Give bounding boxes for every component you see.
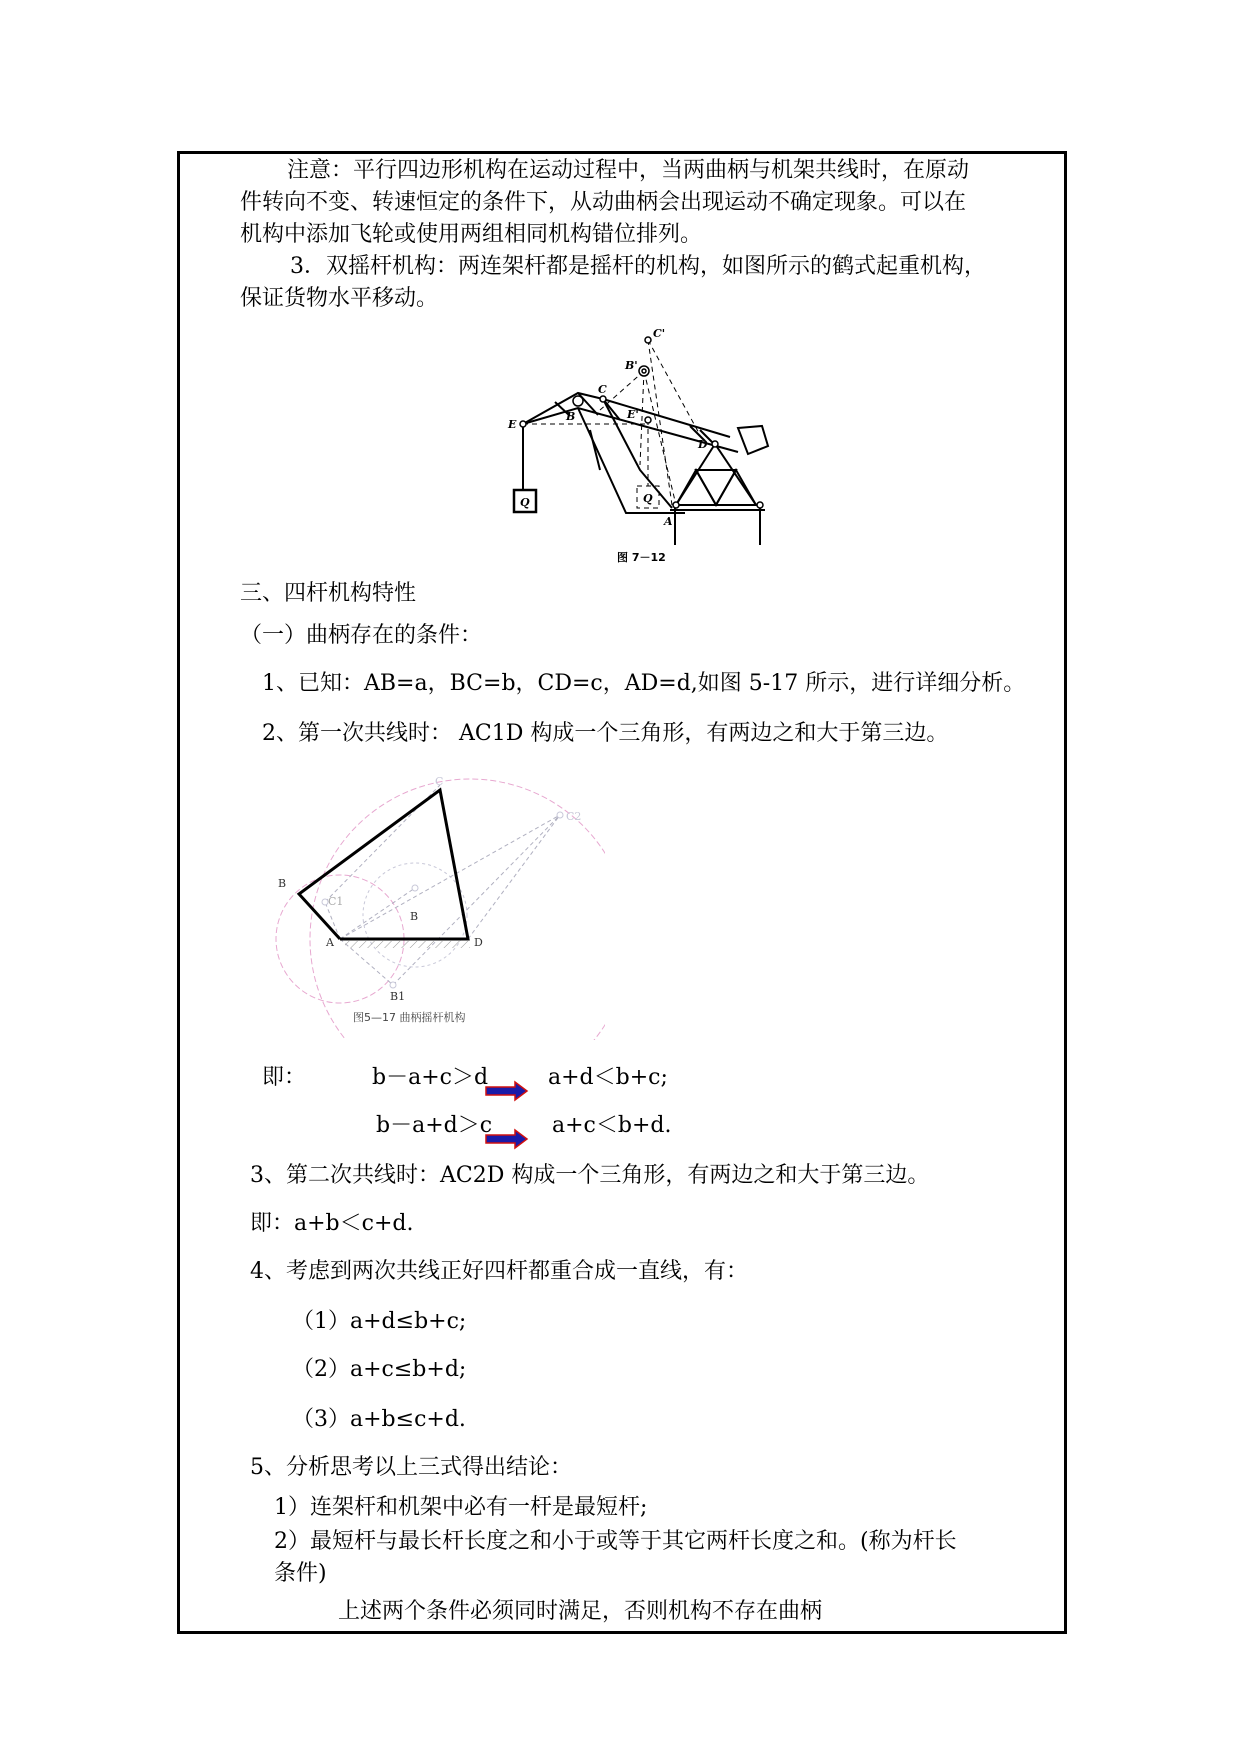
crane-label-b-prime: B' — [625, 359, 638, 372]
rocker-line-1: 3．双摇杆机构：两连架杆都是摇杆的机构，如图所示的鹤式起重机构， — [290, 254, 986, 279]
crane-mechanism-figure — [500, 325, 790, 570]
conclusion-1: 1）连架杆和机架中必有一杆是最短杆; — [274, 1495, 648, 1520]
crane-label-c: C — [598, 383, 607, 396]
crank-label-b: B — [278, 877, 287, 890]
crane-label-e: E — [508, 418, 517, 431]
crane-label-q-left: Q — [520, 496, 530, 509]
item-5: 5、分析思考以上三式得出结论： — [250, 1455, 572, 1480]
crank-label-d: D — [474, 936, 483, 949]
inequality-1-right: a+d＜b+c; — [548, 1065, 668, 1090]
ji-label-1: 即： — [262, 1065, 307, 1090]
inequality-2-right: a+c＜b+d. — [552, 1113, 672, 1138]
inequality-1-left: b－a+c＞d — [372, 1065, 489, 1090]
conclusion-2-line-2: 条件) — [274, 1561, 327, 1586]
inequality-2-left: b－a+d＞c — [376, 1113, 493, 1138]
condition-3: （3）a+b≤c+d. — [292, 1407, 466, 1432]
crane-label-e-prime: E' — [627, 408, 639, 421]
condition-1: （1）a+d≤b+c; — [292, 1309, 467, 1334]
crank-label-c: C — [435, 775, 444, 788]
crank-label-a: A — [326, 936, 334, 949]
condition-2: （2）a+c≤b+d; — [292, 1357, 467, 1382]
item-3-result: 即：a+b＜c+d. — [250, 1211, 414, 1236]
rocker-line-2: 保证货物水平移动。 — [240, 286, 439, 311]
crane-label-b: B — [566, 410, 576, 423]
item-1: 1、已知：AB=a，BC=b，CD=c，AD=d,如图 5-17 所示，进行详细分析。 — [262, 671, 1026, 696]
conclusion-2-line-1: 2）最短杆与最长杆长度之和小于或等于其它两杆长度之和。(称为杆长 — [274, 1529, 957, 1554]
crane-label-c-prime: C' — [653, 327, 666, 340]
crank-label-c2: C2 — [566, 810, 582, 823]
note-line-1: 注意：平行四边形机构在运动过程中，当两曲柄与机架共线时，在原动 — [287, 158, 970, 183]
implies-arrow-2 — [485, 1128, 529, 1150]
note-line-2: 件转向不变、转速恒定的条件下，从动曲柄会出现运动不确定现象。可以在 — [240, 190, 967, 215]
subsection-title: （一）曲柄存在的条件： — [240, 623, 483, 648]
final-note: 上述两个条件必须同时满足，否则机构不存在曲柄 — [338, 1599, 823, 1624]
note-line-3: 机构中添加飞轮或使用两组相同机构错位排列。 — [240, 222, 703, 247]
crane-label-q-right: Q — [643, 492, 653, 505]
crank-rocker-figure — [265, 770, 605, 1040]
crane-figure-caption: 图 7－12 — [617, 551, 666, 564]
item-2: 2、第一次共线时： AC1D 构成一个三角形，有两边之和大于第三边。 — [262, 721, 949, 746]
crane-label-d: D — [698, 438, 708, 451]
crank-label-b1: B1 — [390, 990, 406, 1003]
crane-label-a: A — [664, 515, 673, 528]
implies-arrow-1 — [485, 1080, 529, 1102]
section-title: 三、四杆机构特性 — [240, 581, 417, 606]
crank-label-c1: C1 — [328, 895, 344, 908]
crank-figure-caption: 图5—17 曲柄摇杆机构 — [353, 1011, 466, 1024]
item-4: 4、考虑到两次共线正好四杆都重合成一直线，有： — [250, 1259, 748, 1284]
crank-label-b-inner: B — [410, 910, 419, 923]
item-3: 3、第二次共线时：AC2D 构成一个三角形，有两边之和大于第三边。 — [250, 1163, 930, 1188]
